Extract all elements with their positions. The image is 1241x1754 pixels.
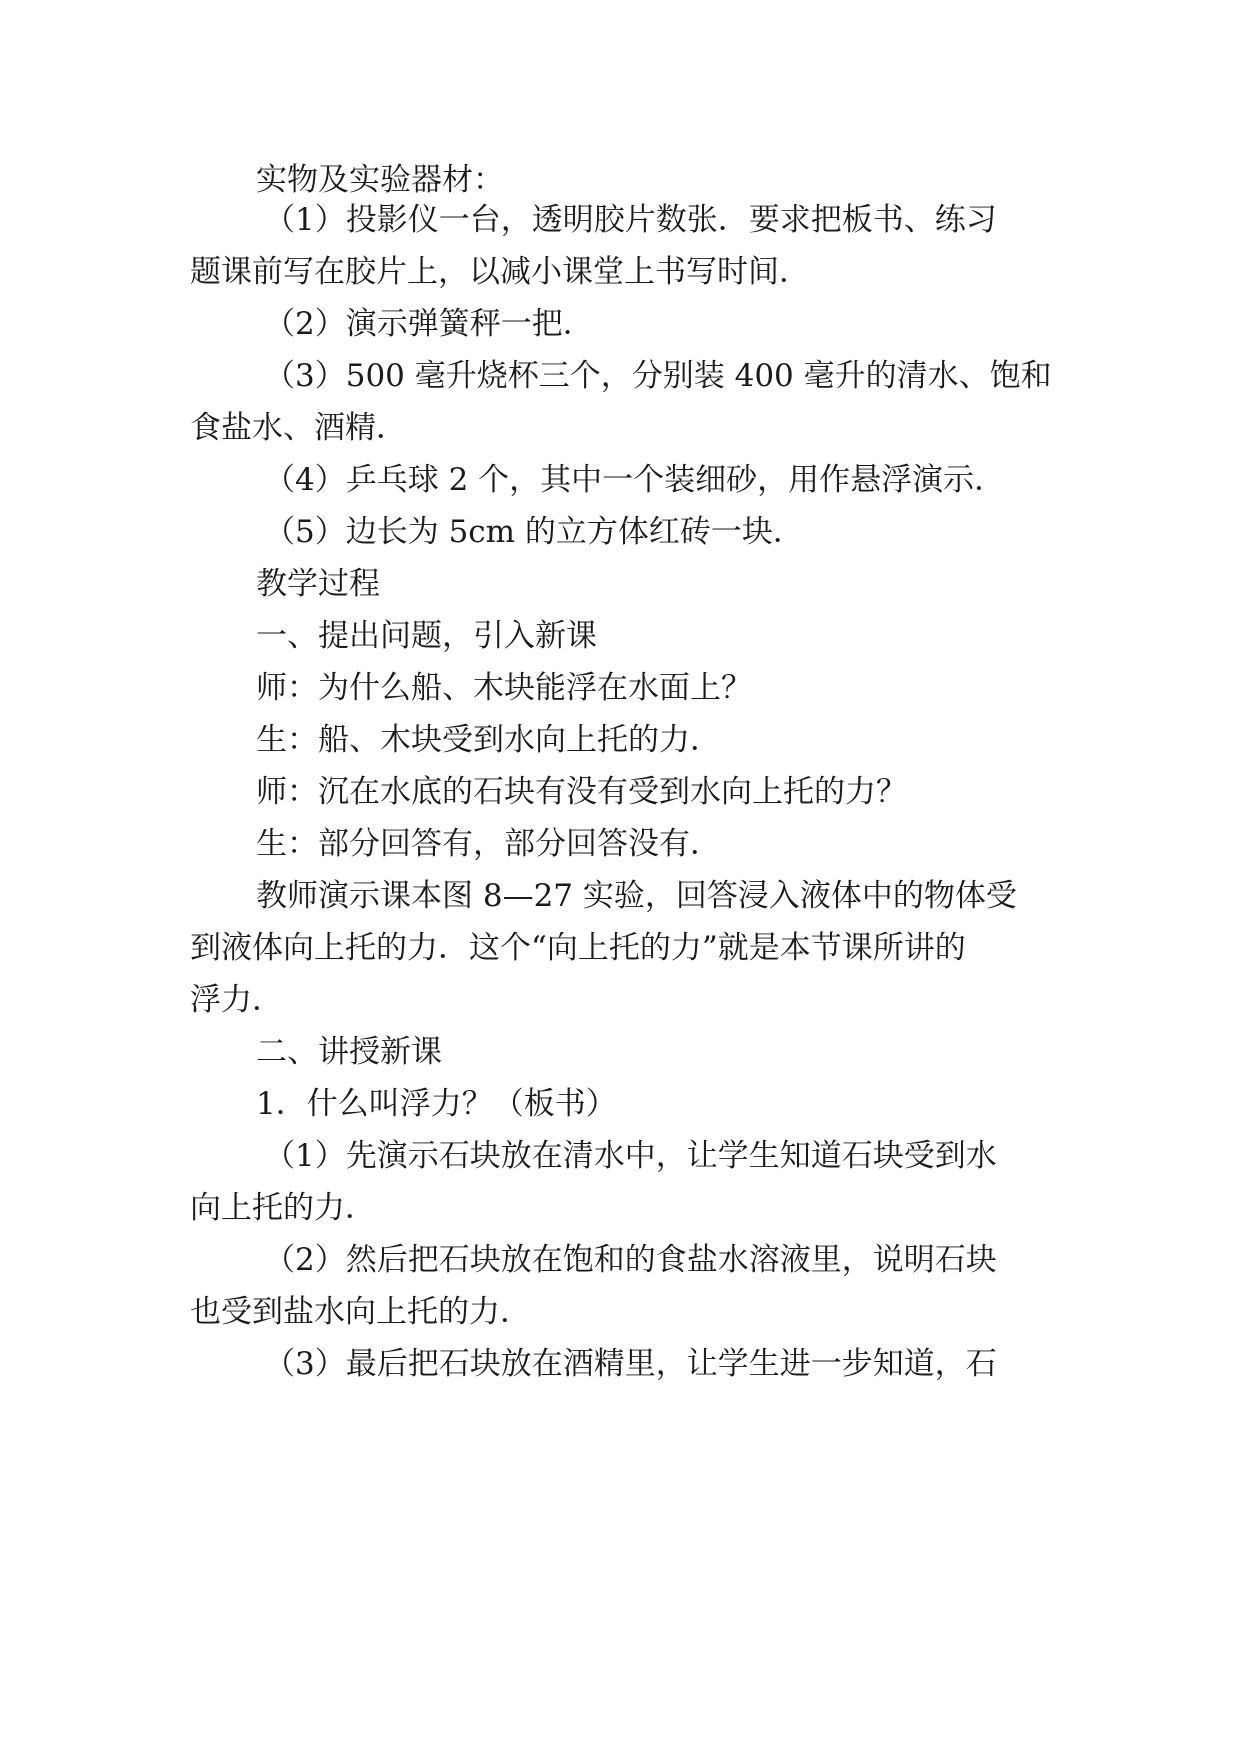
text-line-item-2: （2）演示弹簧秤一把．	[264, 306, 594, 342]
text-line-materials-heading: 实物及实验器材：	[256, 162, 504, 198]
text-line-item-1-end: 题课前写在胶片上，以减小课堂上书写时间．	[190, 254, 810, 290]
text-line-teacher-question-1: 师：为什么船、木块能浮在水面上？	[256, 670, 752, 706]
text-line-item-3-start: （3）500 毫升烧杯三个，分别装 400 毫升的清水、饱和	[264, 358, 1052, 394]
text-line-step-1-end: 向上托的力．	[190, 1190, 376, 1226]
text-line-subsection-1: 1．什么叫浮力？（板书）	[256, 1086, 617, 1122]
text-line-item-5: （5）边长为 5cm 的立方体红砖一块．	[264, 514, 804, 550]
text-line-teaching-process: 教学过程	[256, 566, 380, 602]
text-line-step-2-end: 也受到盐水向上托的力．	[190, 1294, 531, 1330]
text-line-student-answer-1: 生：船、木块受到水向上托的力．	[256, 722, 721, 758]
text-line-step-3-start: （3）最后把石块放在酒精里，让学生进一步知道，石	[264, 1346, 997, 1382]
text-line-student-answer-2: 生：部分回答有，部分回答没有．	[256, 826, 721, 862]
text-line-item-3-end: 食盐水、酒精．	[190, 410, 407, 446]
text-line-teacher-question-2: 师：沉在水底的石块有没有受到水向上托的力？	[256, 774, 907, 810]
text-line-demo-end: 浮力．	[190, 982, 283, 1018]
text-line-demo-middle: 到液体向上托的力．这个“向上托的力”就是本节课所讲的	[190, 930, 966, 966]
text-line-demo-start: 教师演示课本图 8—27 实验，回答浸入液体中的物体受	[256, 878, 1017, 914]
text-line-item-4: （4）乒乓球 2 个，其中一个装细砂，用作悬浮演示．	[264, 462, 1006, 498]
text-line-section-1-heading: 一、提出问题，引入新课	[256, 618, 597, 654]
text-line-item-1-start: （1）投影仪一台，透明胶片数张．要求把板书、练习	[264, 202, 997, 238]
text-line-step-2-start: （2）然后把石块放在饱和的食盐水溶液里，说明石块	[264, 1242, 997, 1278]
text-line-step-1-start: （1）先演示石块放在清水中，让学生知道石块受到水	[264, 1138, 997, 1174]
text-line-section-2-heading: 二、讲授新课	[256, 1034, 442, 1070]
